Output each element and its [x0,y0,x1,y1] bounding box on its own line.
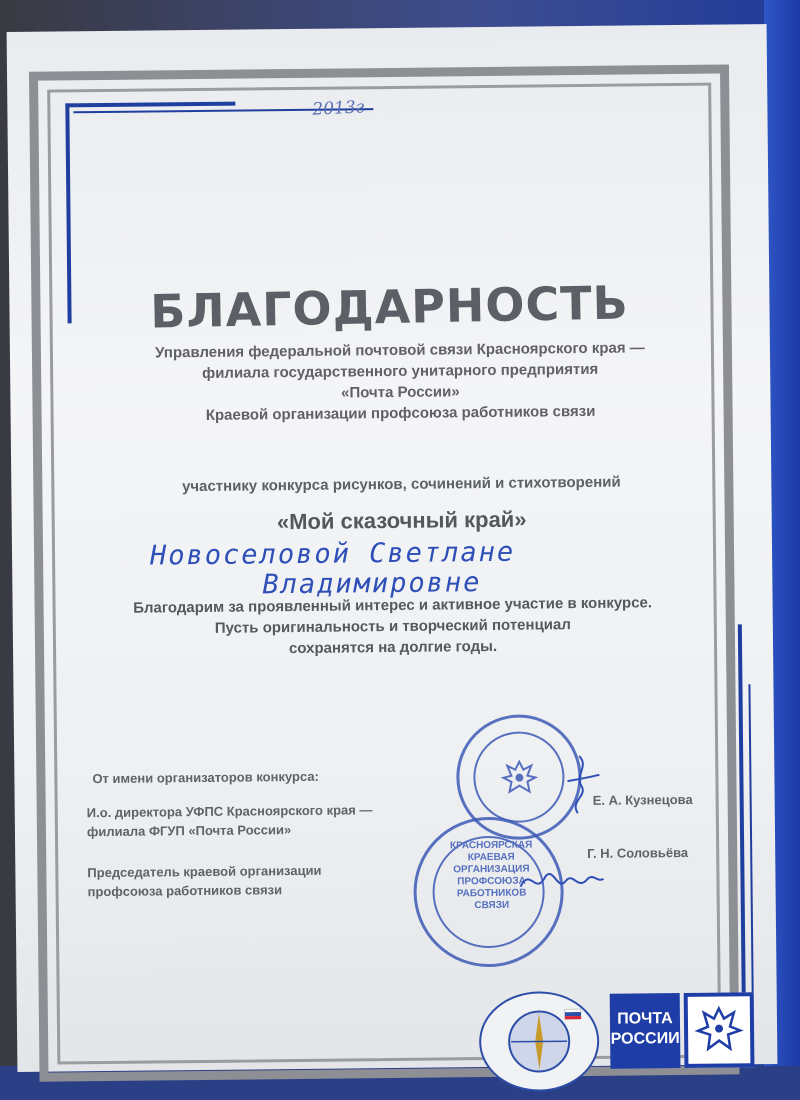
on-behalf-label: От имени организаторов конкурса: [92,768,319,787]
thanks-block [73,592,714,662]
issuer-line: «Почта России» [341,383,460,402]
chair-title-line: Председатель краевой организации [87,862,322,881]
union-logo-text [483,996,484,997]
chair-name: Г. Н. Соловьёва [587,844,689,861]
chair-signature-icon [515,861,605,902]
pochta-rossii-logo [610,993,681,1069]
certificate-title: БЛАГОДАРНОСТЬ [149,275,630,339]
union-stamp-line: СВЯЗИ [474,899,510,912]
frame-accent-right-2 [748,684,753,1014]
thanks-line: Благодарим за проявленный интерес и активное участие в конкурсе. [133,594,653,617]
contest-name: «Мой сказочный край» [276,506,527,535]
thanks-line: Пусть оригинальность и творческий потенциал [214,616,571,637]
union-stamp-line: ПРОФСОЮЗА [457,875,526,888]
certificate-paper [7,24,778,1072]
union-stamp-line: КРАСНОЯРСКАЯ [449,839,533,852]
frame-accent-right [738,624,746,1024]
union-logo [479,991,600,1092]
issuer-line: Управления федеральной почтовой связи Красноярского края — [154,339,645,362]
participant-line: участнику конкурса рисунков, сочинений и стихотворений [181,473,621,496]
union-stamp-line: КРАЕВАЯ [467,851,515,864]
director-title-line: филиала ФГУП «Почта России» [86,822,292,840]
chair-title-line: профсоюза работников связи [87,882,283,900]
issuer-line: Краевой организации профсоюза работников связи [205,402,596,424]
post-logo-line: РОССИИ [610,1030,680,1048]
year-note: 2013г [311,97,365,120]
issuer-line: филиала государственного унитарного предприятия [201,360,599,382]
post-eagle-logo [684,992,755,1068]
union-stamp-line: РАБОТНИКОВ [456,887,527,900]
director-signature-icon [549,751,610,822]
issuer-block [100,337,701,427]
chair-title [87,861,322,901]
director-title-line: И.о. директора УФПС Красноярского края — [86,802,373,821]
double-headed-eagle-icon [688,996,751,1064]
director-name: Е. А. Кузнецова [592,791,693,808]
eagle-emblem-icon [497,755,541,799]
director-title [87,800,373,841]
post-logo-line: ПОЧТА [617,1010,673,1028]
recipient-name-line1: Новоселовой Светлане [149,536,516,572]
union-globe-icon [481,993,598,1090]
union-stamp-line: ОРГАНИЗАЦИЯ [453,863,530,876]
thanks-line: сохранятся на долгие годы. [288,637,498,658]
recipient-name-line2: Владимировне [262,567,482,601]
